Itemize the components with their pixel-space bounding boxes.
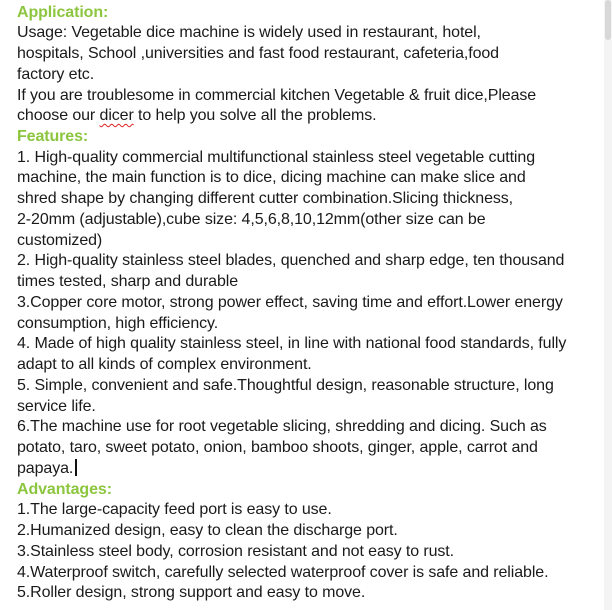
features-line: 1. High-quality commercial multifunctional stainless steel vegetable cutting bbox=[17, 149, 535, 166]
features-line-text: papaya. bbox=[17, 460, 74, 477]
features-line: consumption, high efficiency. bbox=[17, 315, 219, 332]
features-heading: Features: bbox=[17, 128, 89, 145]
application-line-text: to help you solve all the problems. bbox=[133, 107, 377, 124]
advantages-heading: Advantages: bbox=[17, 481, 112, 498]
features-line: 5. Simple, convenient and safe.Thoughtful design, reasonable structure, long bbox=[17, 377, 554, 394]
features-line: 2-20mm (adjustable),cube size: 4,5,6,8,10,12mm(other size can be bbox=[17, 211, 486, 228]
advantages-line: 5.Roller design, strong support and easy to move. bbox=[17, 584, 366, 601]
features-line: 6.The machine use for root vegetable slicing, shredding and dicing. Such as bbox=[17, 418, 547, 435]
application-line bbox=[17, 106, 376, 126]
features-line: 4. Made of high quality stainless steel, in line with national food standards, fully bbox=[17, 335, 567, 352]
advantages-line: 4.Waterproof switch, carefully selected waterproof cover is safe and reliable. bbox=[17, 564, 549, 581]
application-heading: Application: bbox=[17, 4, 109, 21]
features-line: times tested, sharp and durable bbox=[17, 273, 239, 290]
features-line bbox=[17, 459, 77, 479]
advantages-line: 3.Stainless steel body, corrosion resistant and not easy to rust. bbox=[17, 543, 454, 560]
features-line: 3.Copper core motor, strong power effect, saving time and effort.Lower energy bbox=[17, 294, 563, 311]
advantages-line: 1.The large-capacity feed port is easy to use. bbox=[17, 501, 332, 518]
vertical-scrollbar[interactable] bbox=[604, 0, 612, 610]
spellcheck-word[interactable]: dicer bbox=[99, 107, 134, 124]
features-line: machine, the main function is to dice, dicing machine can make slice and bbox=[17, 169, 526, 186]
features-line: 2. High-quality stainless steel blades, quenched and sharp edge, ten thousand bbox=[17, 252, 565, 269]
advantages-line: 2.Humanized design, easy to clean the discharge port. bbox=[17, 522, 398, 539]
application-line: factory etc. bbox=[17, 66, 95, 83]
features-line: potato, taro, sweet potato, onion, bamboo shoots, ginger, apple, carrot and bbox=[17, 439, 538, 456]
application-line: If you are troublesome in commercial kitchen Vegetable & fruit dice,Please bbox=[17, 87, 537, 104]
features-line: customized) bbox=[17, 232, 103, 249]
application-line: Usage: Vegetable dice machine is widely used in restaurant, hotel, bbox=[17, 24, 481, 41]
text-caret bbox=[75, 459, 77, 476]
features-line: service life. bbox=[17, 398, 96, 415]
application-line: hospitals, School ,universities and fast food restaurant, cafeteria,food bbox=[17, 45, 499, 62]
features-line: shred shape by changing different cutter combination.Slicing thickness, bbox=[17, 190, 514, 207]
features-line: adapt to all kinds of complex environment. bbox=[17, 356, 312, 373]
scrollbar-thumb[interactable] bbox=[605, 0, 611, 40]
application-line-text: choose our bbox=[17, 107, 100, 124]
